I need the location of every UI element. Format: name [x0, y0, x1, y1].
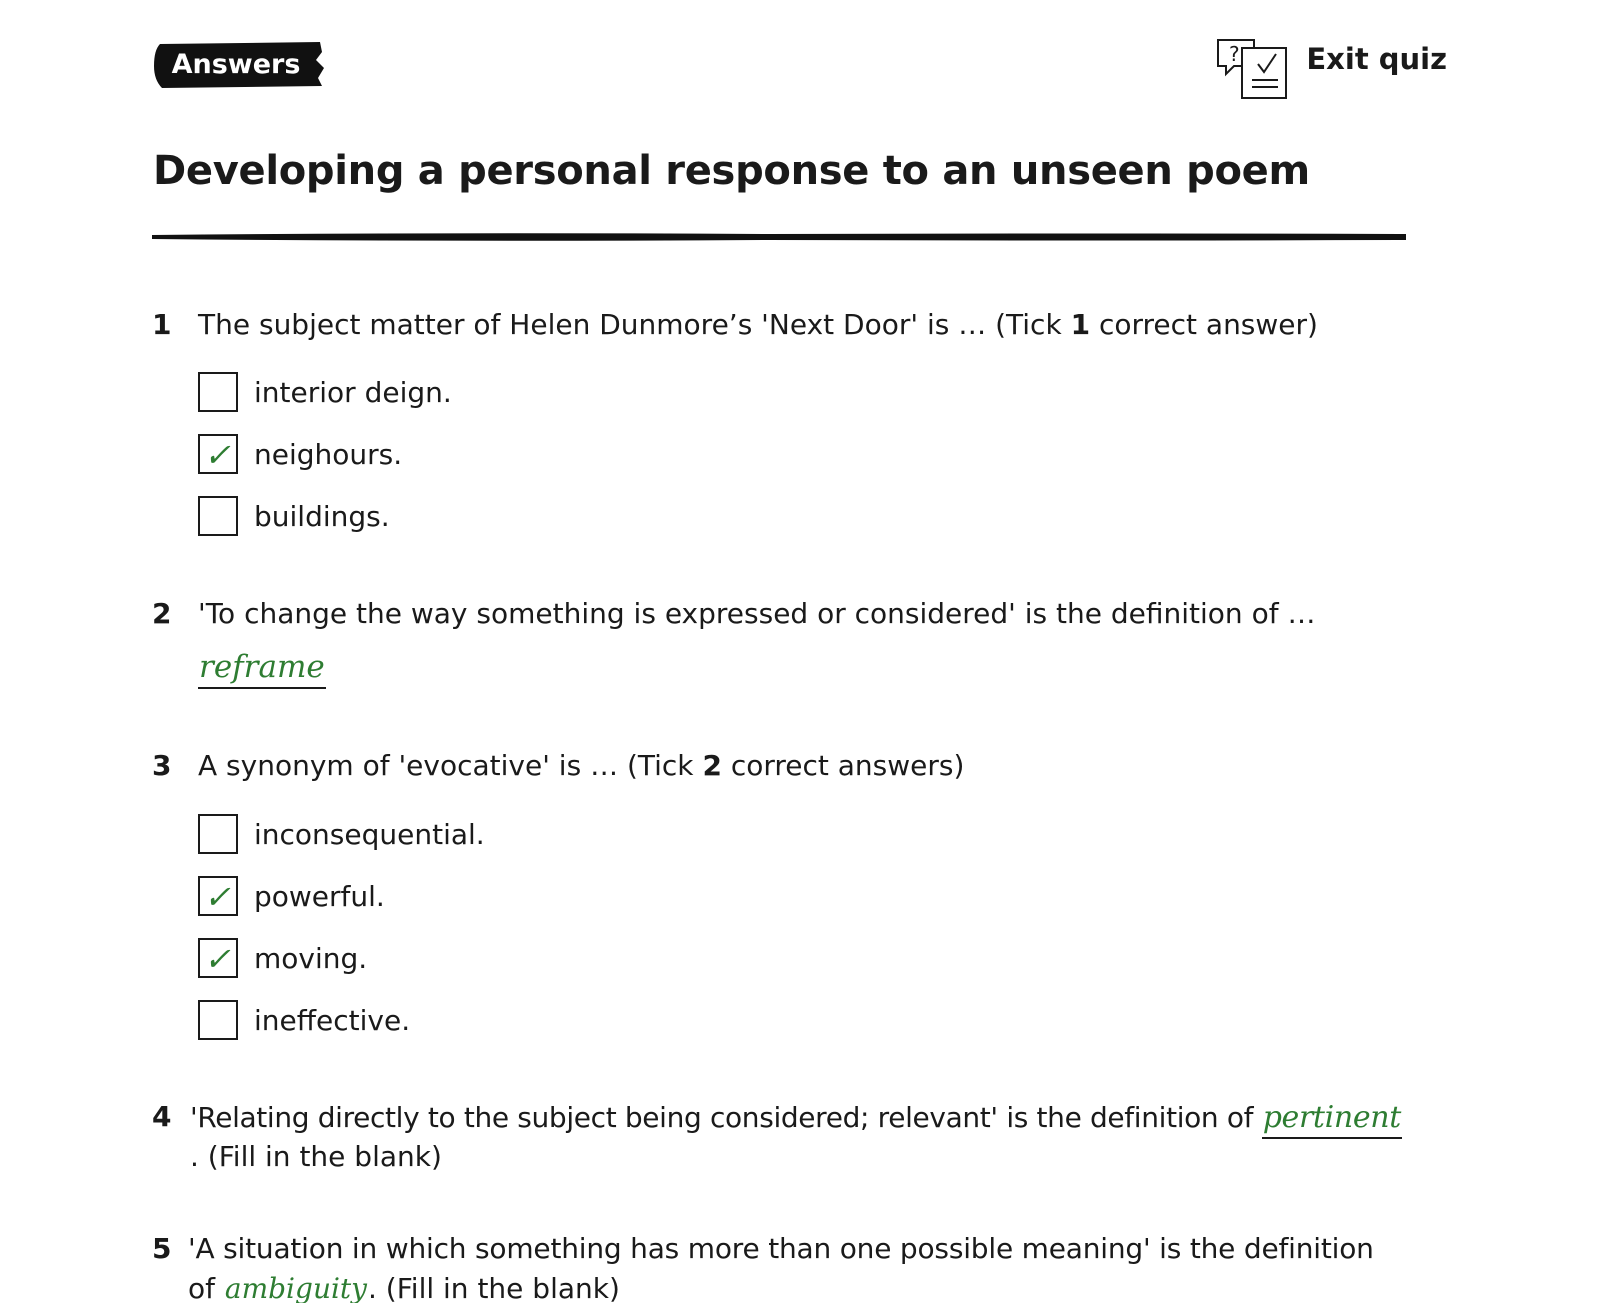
option-inconsequential[interactable] [198, 812, 485, 856]
question-number: 3 [152, 749, 172, 782]
quiz-sheet-icon [1214, 36, 1290, 100]
question-text: 'To change the way something is expressed or considered' is the definition of … [198, 597, 1316, 630]
option-label: moving. [254, 941, 368, 975]
written-answer: reframe [198, 649, 326, 689]
written-answer: pertinent [1262, 1100, 1402, 1139]
question-text: The subject matter of Helen Dunmore’s 'Next Door' is … (Tick 1 correct answer) [198, 308, 1318, 341]
question-number: 2 [152, 597, 172, 630]
option-label: inconsequential. [254, 817, 485, 851]
question-text: 'A situation in which something has more than one possible meaning' is the definition [188, 1232, 1374, 1265]
checkbox-checked[interactable] [198, 434, 238, 474]
checkbox-unchecked[interactable] [198, 372, 238, 412]
option-label: interior deign. [254, 375, 452, 409]
answers-badge-label: Answers [171, 49, 301, 80]
checkbox-checked[interactable] [198, 938, 238, 978]
title-divider [150, 229, 1410, 245]
checkbox-unchecked[interactable] [198, 1000, 238, 1040]
answers-badge [152, 40, 328, 90]
page-title: Developing a personal response to an unseen poem [153, 148, 1310, 194]
option-interior-deign[interactable] [198, 370, 452, 414]
question-number: 1 [152, 308, 172, 341]
option-ineffective[interactable] [198, 998, 410, 1042]
exit-quiz-button[interactable] [1214, 36, 1447, 100]
checkbox-checked[interactable] [198, 876, 238, 916]
question-text: A synonym of 'evocative' is … (Tick 2 correct answers) [198, 749, 965, 782]
answer-line [198, 649, 326, 685]
checkbox-unchecked[interactable] [198, 496, 238, 536]
option-moving[interactable] [198, 936, 367, 980]
option-label: ineffective. [254, 1003, 411, 1037]
option-label: neighours. [254, 437, 403, 471]
option-label: powerful. [254, 879, 385, 913]
question-number: 5 [152, 1232, 172, 1265]
option-powerful[interactable] [198, 874, 385, 918]
tick-icon: ✓ [204, 878, 231, 916]
written-answer: ambiguity [224, 1272, 368, 1303]
svg-text:?: ? [1229, 42, 1240, 66]
checkbox-unchecked[interactable] [198, 814, 238, 854]
question-text-continued: . (Fill in the blank) [190, 1140, 442, 1173]
question-text-continued: of ambiguity. (Fill in the blank) [188, 1272, 620, 1303]
tick-icon: ✓ [204, 436, 231, 474]
option-buildings[interactable] [198, 494, 390, 538]
option-label: buildings. [254, 499, 390, 533]
tick-icon: ✓ [204, 940, 231, 978]
question-number: 4 [152, 1100, 172, 1133]
question-text: 'Relating directly to the subject being considered; relevant' is the definition of pertinent [190, 1100, 1402, 1135]
option-neighours[interactable] [198, 432, 402, 476]
exit-quiz-label: Exit quiz [1306, 42, 1447, 76]
